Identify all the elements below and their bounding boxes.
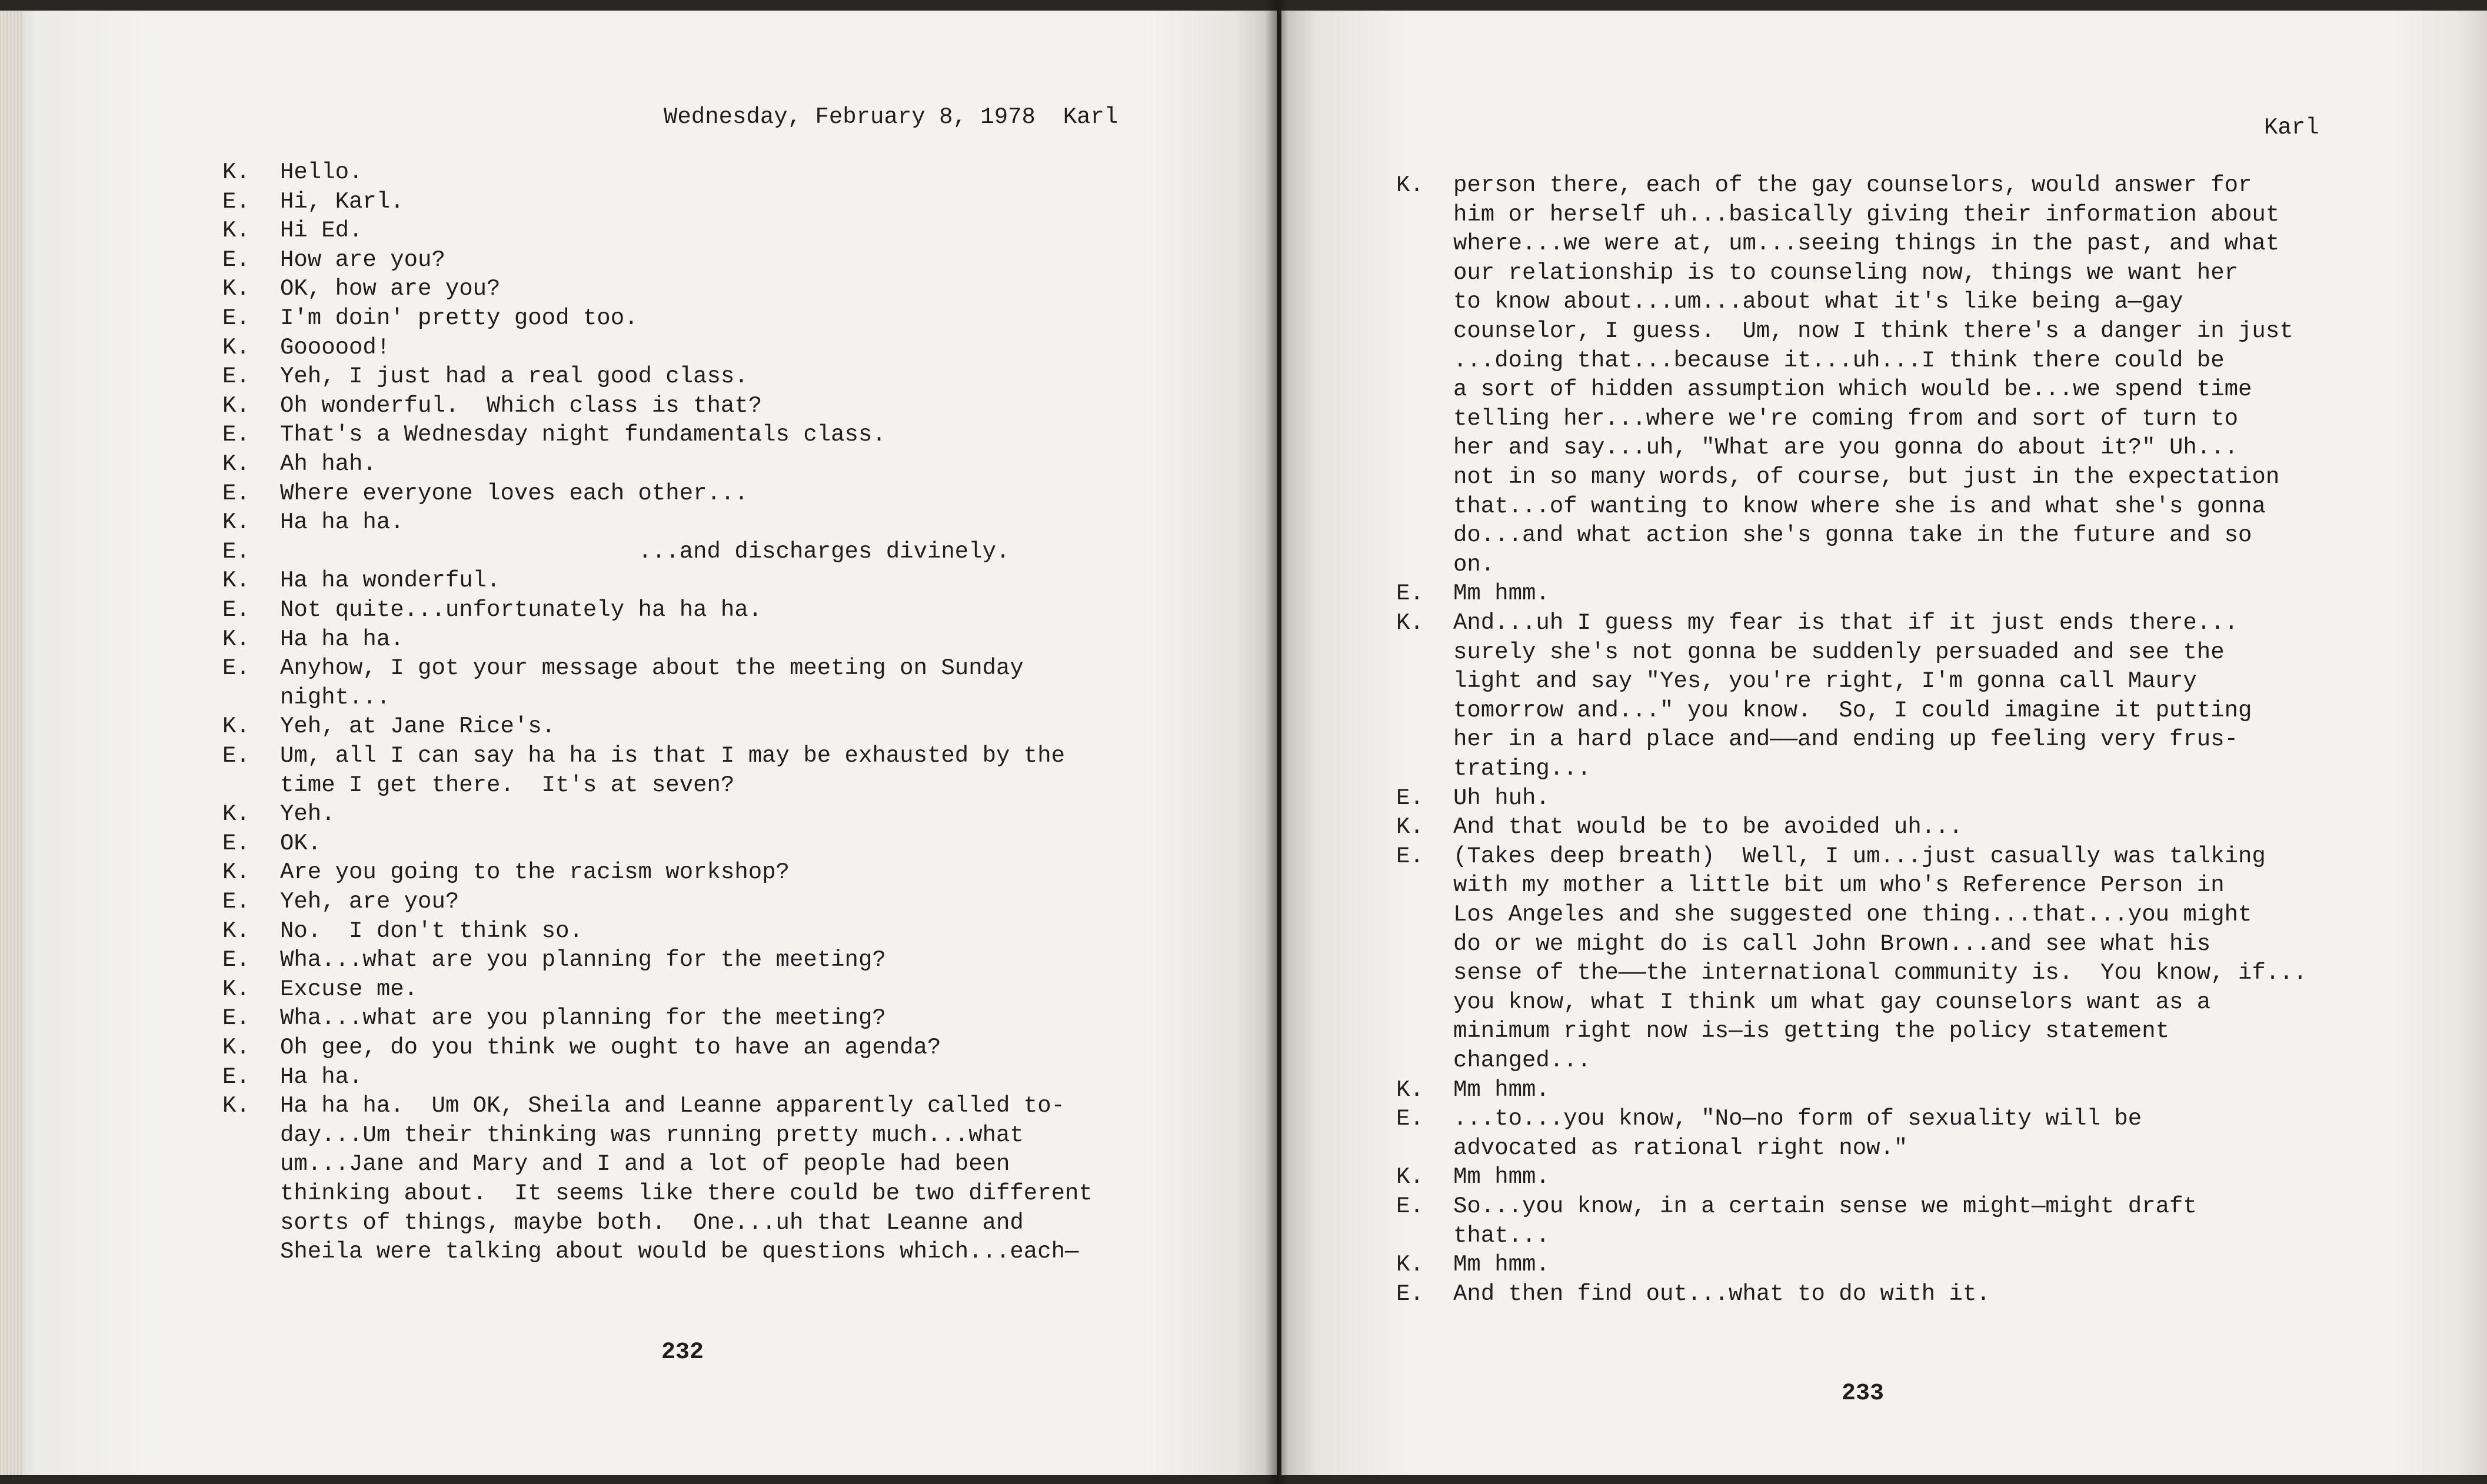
- transcript-line: [1281, 553, 2487, 583]
- speaker-label: K.: [222, 451, 250, 477]
- speaker-label: E.: [222, 422, 250, 448]
- transcript-line: [1281, 816, 2487, 845]
- transcript-line: [1281, 1049, 2487, 1079]
- transcript-text: Mm hmm.: [1453, 1076, 1550, 1103]
- transcript-line: [0, 832, 1277, 862]
- transcript-text: to know about...um...about what it's like being a—gay: [1453, 289, 2183, 315]
- transcript-line: [0, 453, 1277, 482]
- transcript-text: her and say...uh, "What are you gonna do about it?" Uh...: [1453, 435, 2239, 461]
- transcript-text: Wha...what are you planning for the meeting?: [280, 1005, 886, 1032]
- transcript-line: [1281, 174, 2487, 204]
- transcript-text: Mm hmm.: [1453, 581, 1550, 607]
- transcript-line: [0, 569, 1277, 599]
- transcript-line: [1281, 1253, 2487, 1283]
- transcript-text: So...you know, in a certain sense we might—might draft: [1453, 1193, 2197, 1219]
- transcript-line: [0, 657, 1277, 686]
- transcript-line: [1281, 874, 2487, 903]
- transcript-text: Goooood!: [280, 334, 391, 361]
- transcript-line: [0, 423, 1277, 453]
- transcript-text: ...to...you know, "No—no form of sexuality will be: [1453, 1106, 2142, 1132]
- transcript-text: No. I don't think so.: [280, 918, 583, 944]
- transcript-line: [0, 482, 1277, 512]
- transcript-text: That's a Wednesday night fundamentals class.: [280, 422, 886, 448]
- transcript-text: Sheila were talking about would be questions which...each—: [280, 1239, 1079, 1265]
- speaker-label: E.: [222, 889, 250, 915]
- transcript-text: not in so many words, of course, but just in the expectation: [1453, 464, 2280, 490]
- transcript-text: do or we might do is call John Brown...and see what his: [1453, 931, 2211, 957]
- transcript-text: day...Um their thinking was running pretty much...what: [280, 1122, 1024, 1148]
- speaker-label: K.: [1396, 172, 1424, 198]
- transcript-line: [0, 511, 1277, 541]
- speaker-label: E.: [222, 364, 250, 390]
- transcript-line: [0, 161, 1277, 191]
- transcript-line: [0, 1240, 1277, 1270]
- transcript-line: [0, 628, 1277, 658]
- transcript-line: [1281, 758, 2487, 787]
- speaker-label: E.: [1396, 1193, 1424, 1219]
- transcript-line: [1281, 962, 2487, 991]
- transcript-line: [1281, 291, 2487, 320]
- transcript-text: Ah hah.: [280, 451, 377, 477]
- transcript-line: [1281, 524, 2487, 553]
- transcript-text: thinking about. It seems like there could be two different: [280, 1180, 1093, 1206]
- transcript-text: And that would be to be avoided uh...: [1453, 814, 1963, 841]
- transcript-line: [0, 538, 1277, 570]
- transcript-text: minimum right now is—is getting the policy statement: [1453, 1018, 2169, 1045]
- transcript-text: on.: [1453, 551, 1495, 578]
- transcript-line: [0, 920, 1277, 949]
- transcript-text: surely she's not gonna be suddenly persuaded and see the: [1453, 639, 2225, 665]
- transcript-text: (Takes deep breath) Well, I um...just casually was talking: [1453, 843, 2266, 869]
- transcript-line: [1281, 1222, 2487, 1254]
- transcript-line: [1281, 201, 2487, 233]
- transcript-line: [1281, 991, 2487, 1021]
- transcript-line: [0, 949, 1277, 978]
- speaker-label: E.: [222, 597, 250, 623]
- transcript-text: OK.: [280, 830, 322, 856]
- transcript-text: you know, what I think um what gay counselors want as a: [1453, 989, 2211, 1015]
- left-page: [0, 11, 1277, 1475]
- transcript-line: [1281, 378, 2487, 408]
- speaker-label: E.: [1396, 1106, 1424, 1132]
- transcript-line: [0, 1007, 1277, 1036]
- transcript-text: Not quite...unfortunately ha ha ha.: [280, 597, 763, 623]
- transcript-line: [1281, 641, 2487, 671]
- transcript-text: person there, each of the gay counselors, would answer for: [1453, 172, 2252, 198]
- transcript-line: [1281, 1166, 2487, 1195]
- transcript-text: that...: [1453, 1222, 1550, 1249]
- speaker-label: E.: [222, 743, 250, 769]
- transcript-text: night...: [280, 684, 391, 711]
- transcript-text: Oh wonderful. Which class is that?: [280, 392, 763, 419]
- transcript-line: [1281, 1076, 2487, 1108]
- speaker-label: K.: [222, 626, 250, 652]
- transcript-text: And then find out...what to do with it.: [1453, 1280, 1990, 1307]
- right-page: [1281, 11, 2487, 1475]
- transcript-line: [1281, 349, 2487, 379]
- speaker-label: E.: [222, 305, 250, 331]
- transcript-text: counselor, I guess. Um, now I think there's a danger in just: [1453, 318, 2293, 344]
- right-page-number: 233: [1842, 1380, 1885, 1407]
- speaker-label: E.: [222, 947, 250, 973]
- transcript-text: Excuse me.: [280, 976, 418, 1002]
- transcript-text: Ha ha.: [280, 1063, 363, 1090]
- speaker-label: K.: [222, 1035, 250, 1061]
- transcript-line: [0, 861, 1277, 891]
- transcript-text: Mm hmm.: [1453, 1164, 1550, 1190]
- transcript-line: [0, 188, 1277, 220]
- transcript-line: [1281, 582, 2487, 612]
- transcript-text: light and say "Yes, you're right, I'm gonna call Maury: [1453, 668, 2197, 695]
- speaker-label: K.: [222, 568, 250, 594]
- transcript-line: [1281, 903, 2487, 933]
- transcript-text: ...and discharges divinely.: [280, 538, 1010, 565]
- transcript-line: [1281, 670, 2487, 699]
- transcript-line: [0, 392, 1277, 424]
- transcript-line: [0, 278, 1277, 307]
- transcript-text: Ha ha ha. Um OK, Sheila and Leanne apparently called to-: [280, 1093, 1066, 1119]
- transcript-text: OK, how are you?: [280, 276, 501, 302]
- transcript-text: advocated as rational right now.": [1453, 1135, 1908, 1161]
- transcript-line: [1281, 699, 2487, 729]
- transcript-text: Wha...what are you planning for the meeting?: [280, 947, 886, 973]
- transcript-line: [1281, 320, 2487, 349]
- transcript-line: [0, 803, 1277, 832]
- transcript-text: Anyhow, I got your message about the meeting on Sunday: [280, 655, 1024, 682]
- speaker-label: K.: [1396, 610, 1424, 636]
- speaker-label: K.: [222, 509, 250, 536]
- transcript-text: trating...: [1453, 756, 1592, 782]
- speaker-label: K.: [1396, 1076, 1424, 1103]
- transcript-text: our relationship is to counseling now, things we want her: [1453, 259, 2239, 286]
- transcript-line: [1281, 612, 2487, 641]
- transcript-text: Ha ha ha.: [280, 509, 404, 536]
- speaker-label: E.: [222, 188, 250, 215]
- transcript-line: [0, 978, 1277, 1008]
- transcript-line: [1281, 232, 2487, 262]
- transcript-line: [1281, 1108, 2487, 1137]
- transcript-line: [0, 336, 1277, 366]
- transcript-text: that...of wanting to know where she is and what she's gonna: [1453, 493, 2266, 519]
- transcript-text: Yeh, I just had a real good class.: [280, 364, 748, 390]
- transcript-text: Hi, Karl.: [280, 188, 404, 215]
- transcript-text: sense of the——the international community is. You know, if...: [1453, 960, 2308, 986]
- speaker-label: K.: [1396, 1252, 1424, 1278]
- speaker-label: K.: [222, 713, 250, 740]
- transcript-line: [1281, 728, 2487, 758]
- transcript-text: where...we were at, um...seeing things in the past, and what: [1453, 231, 2280, 257]
- left-page-header: Wednesday, February 8, 1978 Karl: [664, 104, 1118, 130]
- speaker-label: K.: [222, 218, 250, 244]
- speaker-label: E.: [222, 1005, 250, 1032]
- speaker-label: E.: [222, 1063, 250, 1090]
- transcript-text: Where everyone loves each other...: [280, 480, 748, 506]
- transcript-line: [1281, 405, 2487, 437]
- speaker-label: K.: [222, 1093, 250, 1119]
- transcript-text: Ha ha ha.: [280, 626, 404, 652]
- transcript-text: Yeh, are you?: [280, 889, 460, 915]
- transcript-text: Mm hmm.: [1453, 1252, 1550, 1278]
- transcript-text: Uh huh.: [1453, 785, 1550, 811]
- transcript-text: Hello.: [280, 159, 363, 185]
- transcript-line: [0, 1063, 1277, 1095]
- transcript-line: [0, 774, 1277, 803]
- transcript-text: Ha ha wonderful.: [280, 568, 501, 594]
- transcript-line: [0, 1153, 1277, 1182]
- transcript-text: do...and what action she's gonna take in the future and so: [1453, 522, 2252, 549]
- transcript-line: [0, 715, 1277, 745]
- transcript-line: [0, 745, 1277, 774]
- transcript-text: Um, all I can say ha ha is that I may be exhausted by the: [280, 743, 1066, 769]
- transcript-text: Are you going to the racism workshop?: [280, 859, 790, 886]
- speaker-label: K.: [222, 976, 250, 1002]
- speaker-label: K.: [222, 918, 250, 944]
- speaker-label: K.: [1396, 1164, 1424, 1190]
- transcript-line: [1281, 1280, 2487, 1312]
- transcript-text: Hi Ed.: [280, 218, 363, 244]
- speaker-label: E.: [222, 830, 250, 856]
- transcript-text: changed...: [1453, 1048, 1592, 1073]
- transcript-line: [1281, 495, 2487, 525]
- speaker-label: E.: [222, 655, 250, 682]
- speaker-label: E.: [222, 538, 250, 565]
- transcript-line: [1281, 1195, 2487, 1225]
- transcript-line: [1281, 1137, 2487, 1166]
- transcript-line: [1281, 466, 2487, 495]
- transcript-line: [0, 1209, 1277, 1241]
- transcript-text: And...uh I guess my fear is that if it just ends there...: [1453, 610, 2239, 636]
- speaker-label: E.: [222, 480, 250, 506]
- transcript-line: [0, 1182, 1277, 1212]
- transcript-line: [0, 246, 1277, 278]
- book-gutter: [1265, 0, 1289, 1484]
- speaker-label: E.: [1396, 843, 1424, 869]
- speaker-label: K.: [222, 859, 250, 886]
- transcript-line: [0, 891, 1277, 920]
- transcript-line: [1281, 933, 2487, 962]
- transcript-line: [1281, 845, 2487, 875]
- transcript-text: Yeh.: [280, 801, 335, 828]
- transcript-line: [0, 219, 1277, 249]
- speaker-label: E.: [222, 246, 250, 273]
- left-page-number: 232: [661, 1339, 704, 1366]
- transcript-line: [1281, 787, 2487, 816]
- transcript-text: time I get there. It's at seven?: [280, 772, 735, 798]
- transcript-line: [0, 599, 1277, 628]
- transcript-text: um...Jane and Mary and I and a lot of people had been: [280, 1151, 1010, 1178]
- speaker-label: E.: [1396, 1280, 1424, 1307]
- transcript-line: [0, 686, 1277, 716]
- transcript-text: a sort of hidden assumption which would be...we spend time: [1453, 376, 2252, 403]
- transcript-line: [1281, 436, 2487, 466]
- speaker-label: K.: [222, 276, 250, 302]
- transcript-line: [1281, 259, 2487, 291]
- right-page-header: Karl: [2264, 115, 2319, 141]
- transcript-line: [0, 307, 1277, 336]
- speaker-label: K.: [222, 159, 250, 185]
- transcript-text: sorts of things, maybe both. One...uh that Leanne and: [280, 1209, 1024, 1236]
- transcript-text: with my mother a little bit um who's Reference Person in: [1453, 872, 2225, 899]
- transcript-text: telling her...where we're coming from and sort of turn to: [1453, 405, 2239, 432]
- transcript-text: Los Angeles and she suggested one thing...that...you might: [1453, 902, 2252, 928]
- speaker-label: E.: [1396, 581, 1424, 607]
- transcript-line: [0, 1036, 1277, 1066]
- transcript-text: tomorrow and..." you know. So, I could imagine it putting: [1453, 697, 2252, 723]
- transcript-text: her in a hard place and——and ending up feeling very frus-: [1453, 726, 2239, 753]
- speaker-label: K.: [222, 334, 250, 361]
- speaker-label: K.: [222, 392, 250, 419]
- transcript-line: [0, 1124, 1277, 1153]
- transcript-text: How are you?: [280, 246, 445, 273]
- transcript-line: [0, 365, 1277, 395]
- speaker-label: E.: [1396, 785, 1424, 811]
- transcript-line: [1281, 1020, 2487, 1049]
- transcript-text: Oh gee, do you think we ought to have an agenda?: [280, 1035, 941, 1061]
- transcript-text: ...doing that...because it...uh...I think there could be: [1453, 347, 2225, 373]
- transcript-text: Yeh, at Jane Rice's.: [280, 713, 556, 740]
- transcript-text: I'm doin' pretty good too.: [280, 305, 638, 331]
- speaker-label: K.: [222, 801, 250, 828]
- transcript-text: him or herself uh...basically giving their information about: [1453, 201, 2280, 228]
- speaker-label: K.: [1396, 814, 1424, 841]
- transcript-line: [0, 1095, 1277, 1124]
